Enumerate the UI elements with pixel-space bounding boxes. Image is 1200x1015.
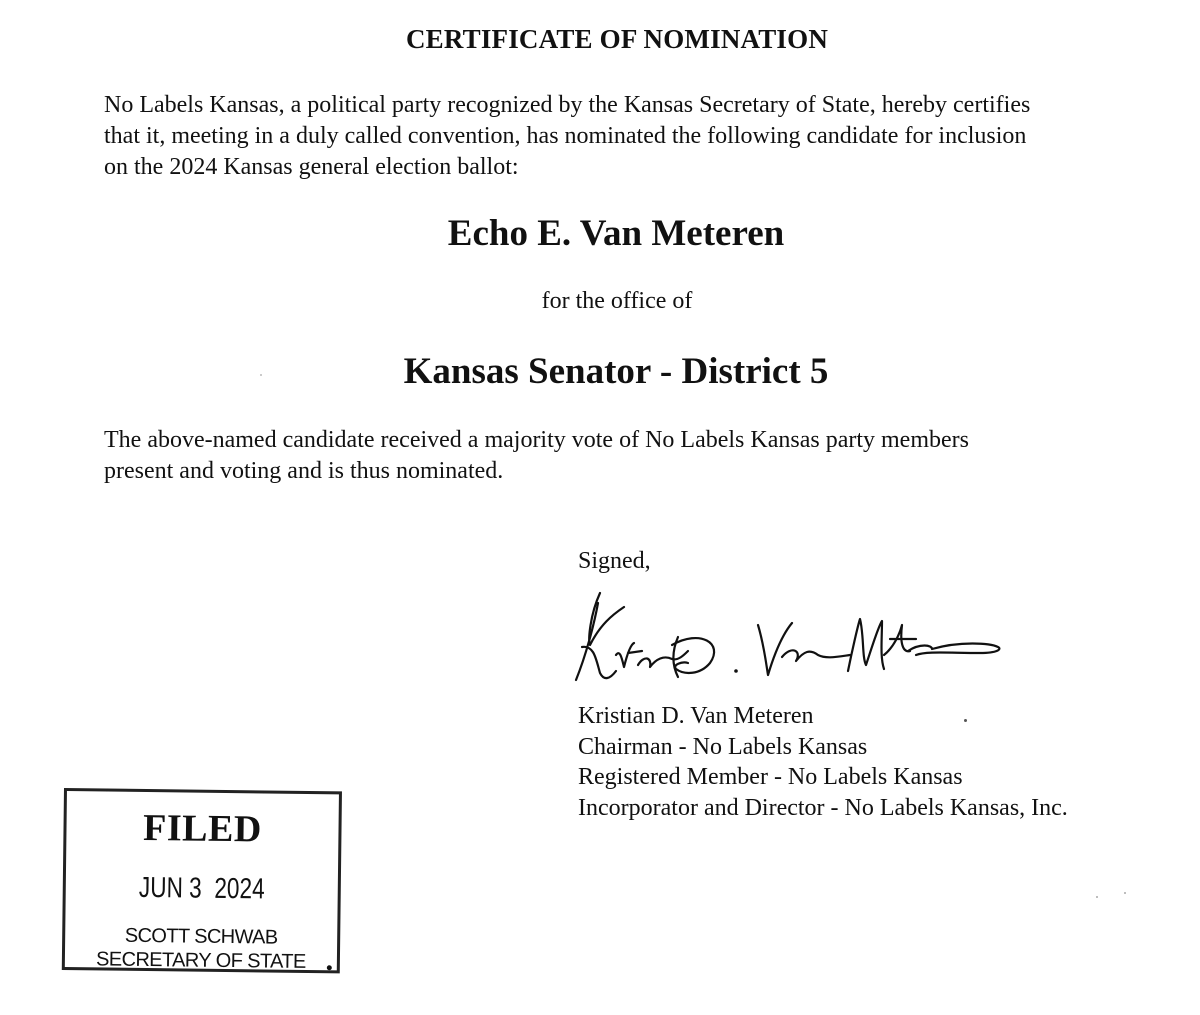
intro-line: on the 2024 Kansas general election ballot: bbox=[104, 154, 519, 180]
scan-speck bbox=[964, 719, 967, 722]
stamp-official-line: SECRETARY OF STATE bbox=[95, 948, 306, 973]
intro-line: that it, meeting in a duly called convention, has nominated the following candidate for inclusion bbox=[104, 123, 1027, 149]
certificate-title: CERTIFICATE OF NOMINATION bbox=[405, 24, 829, 54]
closing-paragraph bbox=[104, 425, 1144, 487]
scan-speck bbox=[260, 374, 262, 376]
intro-paragraph bbox=[104, 90, 1144, 183]
closing-line: The above-named candidate received a majority vote of No Labels Kansas party members bbox=[104, 427, 969, 453]
signer-title: Registered Member - No Labels Kansas bbox=[578, 764, 963, 790]
stamp-date: JUN 3 2024 bbox=[138, 871, 265, 906]
stamp-official bbox=[65, 923, 338, 974]
office-title: Kansas Senator - District 5 bbox=[403, 351, 829, 392]
closing-line: present and voting and is thus nominated. bbox=[104, 458, 504, 484]
signer-details bbox=[578, 701, 1068, 823]
for-office-text: for the office of bbox=[541, 288, 693, 314]
signed-label: Signed, bbox=[578, 548, 651, 574]
signer-title: Chairman - No Labels Kansas bbox=[578, 733, 868, 760]
stamp-dot bbox=[327, 965, 332, 970]
intro-line: No Labels Kansas, a political party recognized by the Kansas Secretary of State, hereby certifies bbox=[104, 92, 1031, 118]
signer-title: Incorporator and Director - No Labels Kansas, Inc. bbox=[578, 794, 1068, 821]
handwritten-signature bbox=[560, 585, 1020, 695]
stamp-heading: FILED bbox=[142, 806, 263, 851]
scan-speck bbox=[1096, 896, 1098, 898]
scan-speck bbox=[1124, 892, 1126, 894]
candidate-name: Echo E. Van Meteren bbox=[447, 213, 785, 254]
stamp-official-line: SCOTT SCHWAB bbox=[124, 924, 278, 949]
filed-stamp bbox=[62, 788, 342, 973]
signer-name: Kristian D. Van Meteren bbox=[578, 703, 814, 729]
